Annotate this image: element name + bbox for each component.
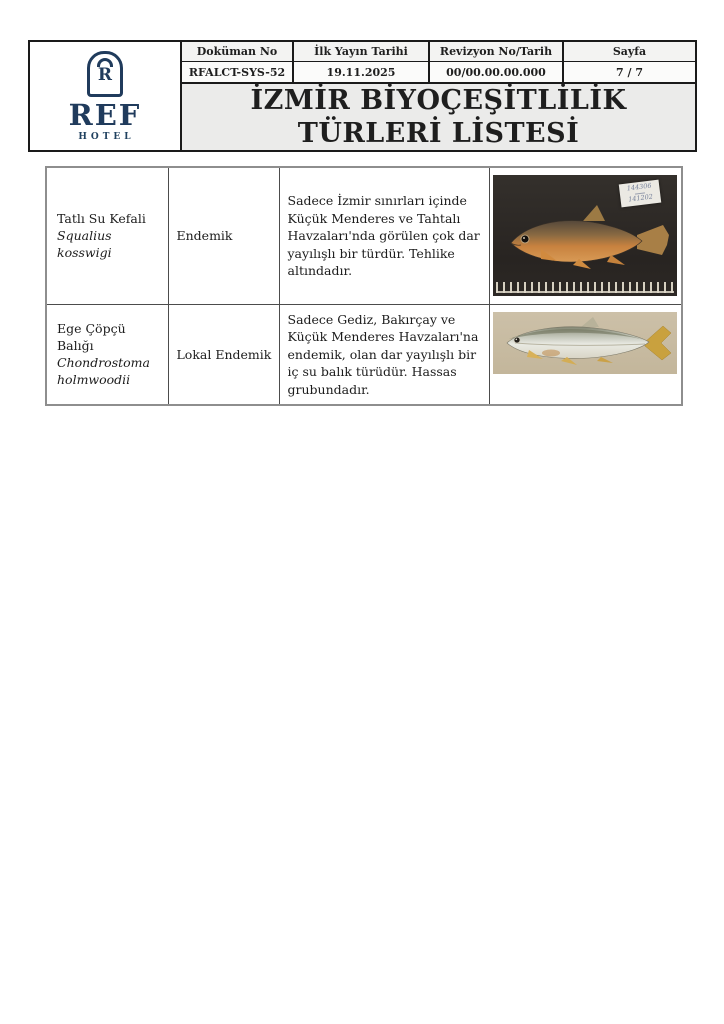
logo-monogram-letter: R xyxy=(97,64,113,85)
document-header xyxy=(28,40,697,152)
logo-arch-icon xyxy=(87,51,123,97)
logo-brand-text: REF xyxy=(68,97,142,132)
common-name: Ege Çöpçü Balığı xyxy=(57,321,126,354)
title-line-2: TÜRLERİ LİSTESİ xyxy=(297,118,580,149)
species-name-cell xyxy=(46,167,168,304)
title-line-1: İZMİR BİYOÇEŞİTLİLİK xyxy=(250,85,627,116)
species-name-cell xyxy=(46,304,168,405)
orange-fish-illustration xyxy=(497,193,673,273)
species-photo-cell xyxy=(489,304,682,405)
info-value-sayfa: 7 / 7 xyxy=(564,62,695,82)
species-description-cell: Sadece İzmir sınırları içinde Küçük Menderes ve Tahtalı Havzaları'nda görülen çok dar yayılışlı bir türdür. Tehlike altındadır. xyxy=(279,167,489,304)
logo-sub-text: HOTEL xyxy=(78,131,135,142)
scientific-name: Chondrostoma holmwoodii xyxy=(57,355,150,388)
fish-photo-chondrostoma xyxy=(493,312,677,374)
info-label-ilk-yayin: İlk Yayın Tarihi xyxy=(294,42,430,62)
scientific-name: Squalius kosswigi xyxy=(57,228,112,261)
species-table xyxy=(45,166,683,406)
specimen-label-line2: 141202 xyxy=(627,192,654,204)
endemism-status-cell: Endemik xyxy=(168,167,279,304)
header-right-panel xyxy=(180,42,695,150)
document-title xyxy=(182,84,695,150)
specimen-label-line1: 144306 xyxy=(626,181,653,193)
measuring-ruler xyxy=(496,282,674,293)
silver-fish-illustration xyxy=(495,313,675,373)
fish-photo-squalius xyxy=(493,175,677,296)
document-info-table xyxy=(182,42,695,84)
common-name: Tatlı Su Kefali xyxy=(57,211,146,227)
species-photo-cell xyxy=(489,167,682,304)
info-value-revizyon: 00/00.00.00.000 xyxy=(430,62,564,82)
ref-hotel-logo xyxy=(30,42,180,150)
info-value-dokuman-no: RFALCT-SYS-52 xyxy=(182,62,294,82)
table-row-chondrostoma xyxy=(46,304,682,405)
table-row-squalius xyxy=(46,167,682,304)
endemism-status-cell: Lokal Endemik xyxy=(168,304,279,405)
species-description-cell: Sadece Gediz, Bakırçay ve Küçük Menderes Havzaları'na endemik, olan dar yayılışlı bir iç su balık türüdür. Hassas grubundadır. xyxy=(279,304,489,405)
info-value-ilk-yayin: 19.11.2025 xyxy=(294,62,430,82)
info-label-dokuman-no: Doküman No xyxy=(182,42,294,62)
info-label-sayfa: Sayfa xyxy=(564,42,695,62)
info-label-revizyon: Revizyon No/Tarih xyxy=(430,42,564,62)
